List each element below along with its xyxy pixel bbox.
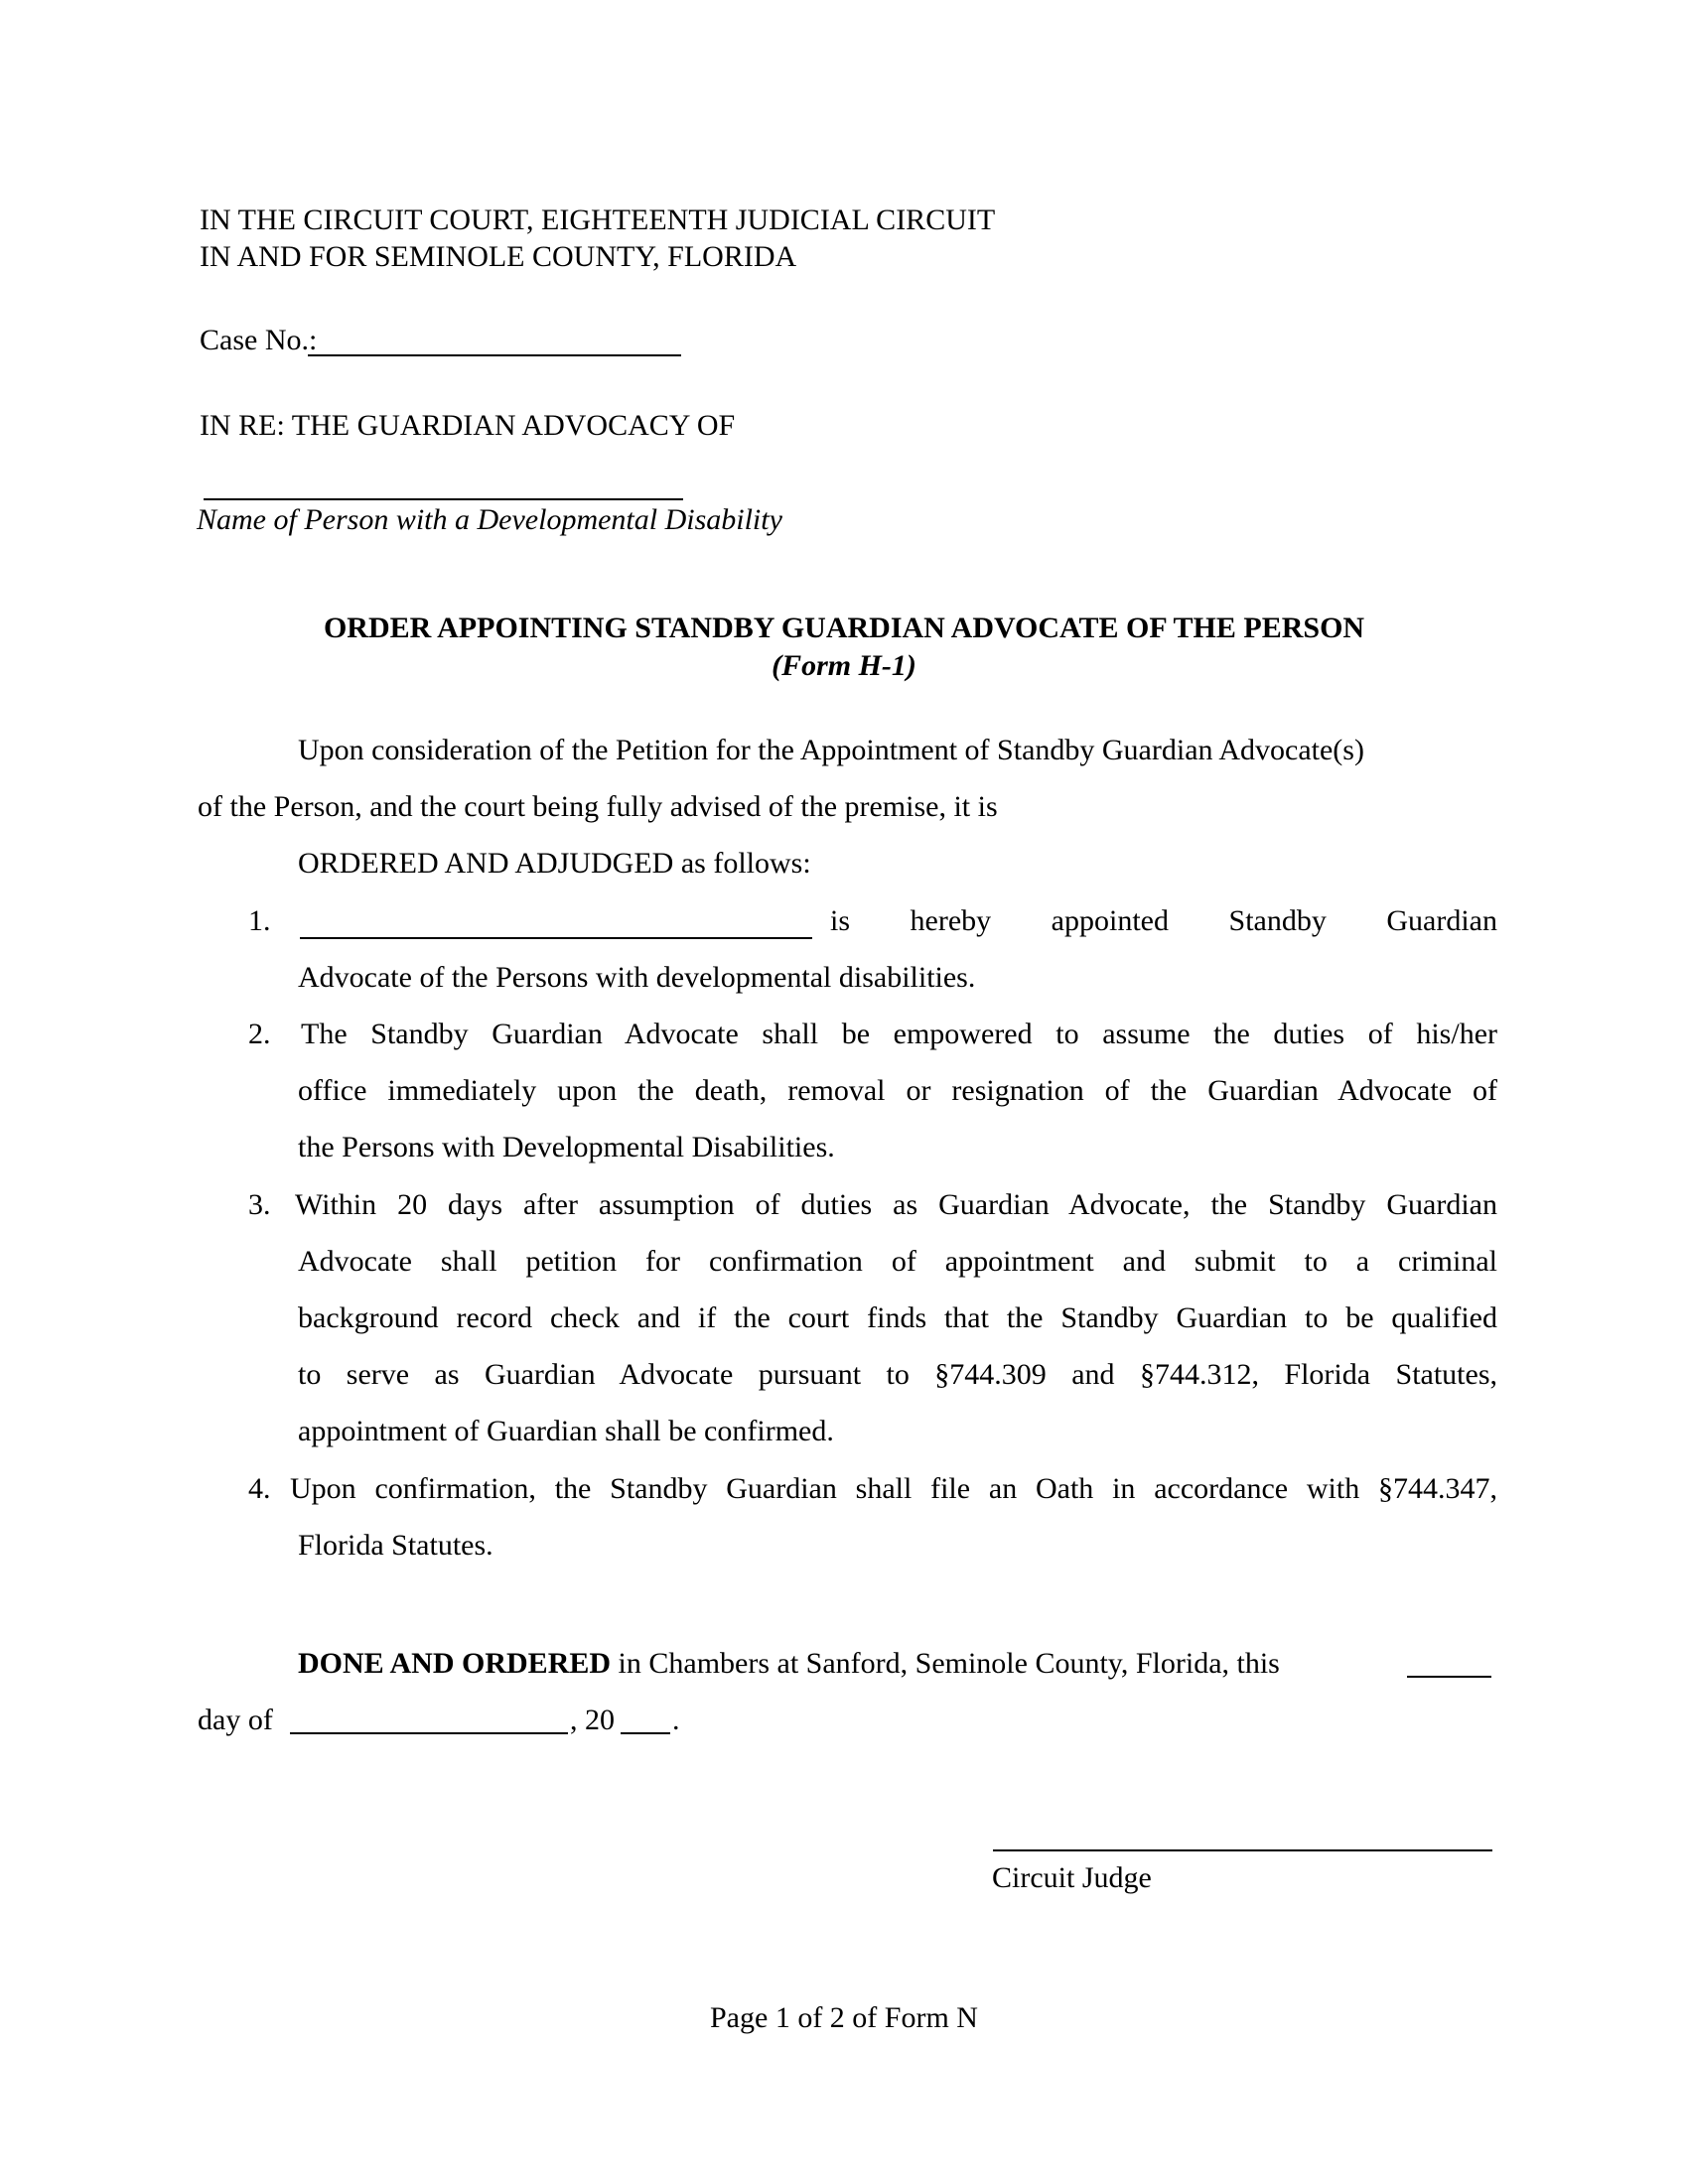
in-re-line: IN RE: THE GUARDIAN ADVOCACY OF — [200, 409, 736, 442]
year-prefix: , 20 — [570, 1704, 615, 1736]
item-2-line-3: the Persons with Developmental Disabilities. — [298, 1131, 835, 1163]
document-title: ORDER APPOINTING STANDBY GUARDIAN ADVOCATE OF THE PERSON — [323, 612, 1365, 644]
done-and-ordered-text: in Chambers at Sanford, Seminole County, Florida, this — [611, 1647, 1280, 1680]
intro-line-2: of the Person, and the court being fully advised of the premise, it is — [198, 790, 998, 823]
day-number-field[interactable] — [1407, 1676, 1491, 1678]
item-3-line-4: to serve as Guardian Advocate pursuant to §744.309 and §744.312, Florida Statutes, — [298, 1358, 1497, 1391]
done-and-ordered-label: DONE AND ORDERED — [298, 1647, 612, 1680]
judge-signature-field[interactable] — [993, 1849, 1492, 1851]
date-period: . — [672, 1704, 680, 1736]
done-and-ordered-line — [298, 1649, 1280, 1679]
signature-label: Circuit Judge — [992, 1861, 1152, 1894]
item-4-line-2: Florida Statutes. — [298, 1529, 493, 1562]
day-of-label: day of — [198, 1704, 273, 1736]
page-footer: Page 1 of 2 of Form N — [710, 2001, 978, 2034]
case-number-label: Case No.: — [200, 324, 318, 356]
case-number-field[interactable] — [308, 354, 681, 356]
month-field[interactable] — [290, 1732, 568, 1734]
item-1-number: 1. — [248, 904, 271, 937]
court-name-line-2: IN AND FOR SEMINOLE COUNTY, FLORIDA — [200, 240, 797, 273]
court-name-line-1: IN THE CIRCUIT COURT, EIGHTEENTH JUDICIAL CIRCUIT — [200, 204, 996, 236]
person-name-caption: Name of Person with a Developmental Disability — [197, 503, 782, 536]
item-4-number: 4. — [248, 1472, 271, 1505]
item-1-line-2: Advocate of the Persons with developmental disabilities. — [298, 961, 976, 994]
person-name-field[interactable] — [204, 498, 683, 500]
item-3-line-5: appointment of Guardian shall be confirmed. — [298, 1415, 834, 1447]
item-2-line-2: office immediately upon the death, removal or resignation of the Guardian Advocate of — [298, 1074, 1497, 1107]
item-4-line-1: Upon confirmation, the Standby Guardian shall file an Oath in accordance with §744.347, — [290, 1472, 1497, 1505]
item-2-line-1: The Standby Guardian Advocate shall be empowered to assume the duties of his/her — [301, 1018, 1497, 1050]
item-3-line-2: Advocate shall petition for confirmation of appointment and submit to a criminal — [298, 1245, 1497, 1278]
item-2-number: 2. — [248, 1018, 271, 1050]
standby-guardian-name-field[interactable] — [300, 937, 812, 939]
item-1-line-1: is hereby appointed Standby Guardian — [830, 904, 1497, 937]
form-number: (Form H-1) — [772, 649, 916, 682]
item-3-line-3: background record check and if the court finds that the Standby Guardian to be qualified — [298, 1301, 1497, 1334]
year-field[interactable] — [621, 1732, 670, 1734]
item-3-line-1: Within 20 days after assumption of duties as Guardian Advocate, the Standby Guardian — [295, 1188, 1497, 1221]
intro-line-1: Upon consideration of the Petition for the Appointment of Standby Guardian Advocate(s) — [298, 734, 1364, 766]
ordered-adjudged: ORDERED AND ADJUDGED as follows: — [298, 847, 811, 880]
item-3-number: 3. — [248, 1188, 271, 1221]
